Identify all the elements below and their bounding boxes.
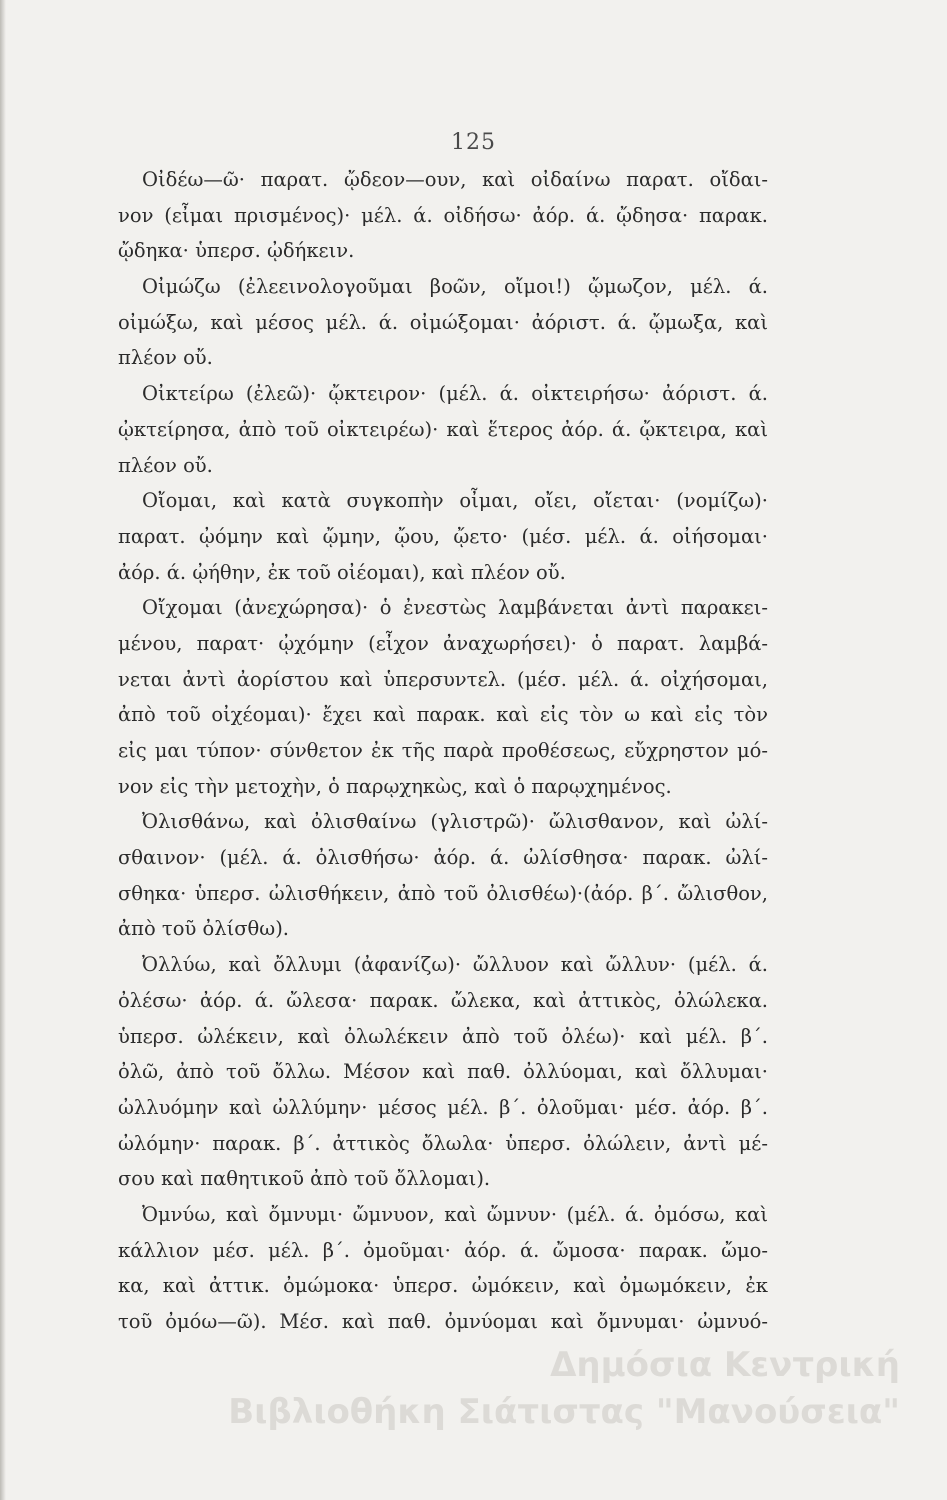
text-line: Οἴχομαι (ἀνεχώρησα)· ὁ ἐνεστὼς λαμβάνεται ἀντὶ παρακει- [142,596,768,620]
text-line: νεται ἀντὶ ἀορίστου καὶ ὑπερσυντελ. (μέσ. μέλ. ά. οἰχήσομαι, [118,667,768,691]
text-line: Οἴομαι, καὶ κατὰ συγκοπὴν οἶμαι, οἴει, οἴεται· (νομίζω)· [142,489,768,513]
text-line: ὑπερσ. ὠλέκειν, καὶ ὀλωλέκειν ἀπὸ τοῦ ὀλέω)· καὶ μέλ. β΄. [118,1024,768,1048]
text-line: ὠλλυόμην καὶ ὠλλύμην· μέσος μέλ. β΄. ὀλοῦμαι· μέσ. ἀόρ. β΄. [118,1095,768,1119]
text-line: Ὀμνύω, καὶ ὄμνυμι· ὤμνυον, καὶ ὤμνυν· (μέλ. ά. ὀμόσω, καὶ [142,1202,768,1226]
body-text [118,162,768,1340]
text-line: ἀπὸ τοῦ οἰχέομαι)· ἔχει καὶ παρακ. καὶ εἰς τὸν ω καὶ εἰς τὸν [118,703,768,727]
text-line: κάλλιον μέσ. μέλ. β΄. ὀμοῦμαι· ἀόρ. ά. ὤμοσα· παρακ. ὤμο- [118,1238,768,1262]
text-line: ἀπὸ τοῦ ὀλίσθω). [118,917,290,941]
text-line: νον εἰς τὴν μετοχὴν, ὁ παρῳχηκὼς, καὶ ὁ παρῳχημένος. [118,774,672,798]
text-line: πλέον οὔ. [118,346,213,370]
library-watermark-line-2: Βιβλιοθήκη Σιάτιστας "Μανούσεια" [228,1392,900,1432]
page-binding-edge [0,0,6,1500]
text-line: κα, καὶ ἀττικ. ὀμώμοκα· ὑπερσ. ὠμόκειν, καὶ ὀμωμόκειν, ἐκ [118,1274,768,1298]
text-line: ᾤδηκα· ὑπερσ. ᾠδήκειν. [118,239,355,263]
text-line: Ὀλισθάνω, καὶ ὀλισθαίνω (γλιστρῶ)· ὤλισθανον, καὶ ὠλί- [142,810,768,834]
text-line: σθαινον· (μέλ. ά. ὀλισθήσω· ἀόρ. ά. ὠλίσθησα· παρακ. ὠλί- [118,846,768,870]
text-line: Οἰδέω—ῶ· παρατ. ᾤδεον—ουν, καὶ οἰδαίνω παρατ. οἴδαι- [142,168,768,191]
text-line: πλέον οὔ. [118,453,213,477]
text-line: Οἰκτείρω (ἐλεῶ)· ᾤκτειρον· (μέλ. ά. οἰκτειρήσω· ἀόριστ. ά. [142,382,768,406]
page-number: 125 [451,130,496,155]
library-watermark-line-1: Δημόσια Κεντρική [550,1345,900,1385]
text-line: ᾠκτείρησα, ἀπὸ τοῦ οἰκτειρέω)· καὶ ἕτερος ἀόρ. ά. ᾤκτειρα, καὶ [118,417,768,441]
text-line: Ὀλλύω, καὶ ὄλλυμι (ἀφανίζω)· ὤλλυον καὶ ὤλλυν· (μέλ. ά. [142,953,768,977]
text-line: νον (εἶμαι πρισμένος)· μέλ. ά. οἰδήσω· ἀόρ. ά. ᾤδησα· παρακ. [118,203,768,227]
text-line: ἀόρ. ά. ᾠήθην, ἐκ τοῦ οἰέομαι), καὶ πλέον οὔ. [118,560,566,584]
text-line: οἰμώξω, καὶ μέσος μέλ. ά. οἰμώξομαι· ἀόριστ. ά. ᾤμωξα, καὶ [118,310,768,334]
text-line: σου καὶ παθητικοῦ ἀπὸ τοῦ ὄλλομαι). [118,1167,491,1191]
text-line: εἰς μαι τύπον· σύνθετον ἐκ τῆς παρὰ προθέσεως, εὔχρηστον μό- [118,739,768,762]
text-line: ὠλόμην· παρακ. β΄. ἀττικὸς ὄλωλα· ὑπερσ. ὀλώλειν, ἀντὶ μέ- [118,1131,768,1155]
text-line: παρατ. ᾠόμην καὶ ᾤμην, ᾤου, ᾤετο· (μέσ. μέλ. ά. οἰήσομαι· [118,524,768,548]
text-line: τοῦ ὀμόω—ῶ). Μέσ. καὶ παθ. ὀμνύομαι καὶ ὄμνυμαι· ὠμνυό- [118,1310,768,1333]
text-line: μένου, παρατ· ᾠχόμην (εἶχον ἀναχωρήσει)· ὁ παρατ. λαμβά- [118,631,768,655]
text-line: ὀλέσω· ἀόρ. ά. ὤλεσα· παρακ. ὤλεκα, καὶ ἀττικὸς, ὀλώλεκα. [118,988,768,1012]
text-line: σθηκα· ὑπερσ. ὠλισθήκειν, ἀπὸ τοῦ ὀλισθέω)·(ἀόρ. β΄. ὤλισθον, [118,881,768,905]
text-line: Οἰμώζω (ἐλεεινολογοῦμαι βοῶν, οἴμοι!) ᾤμωζον, μέλ. ά. [142,275,768,299]
text-line: ὀλῶ, ἀπὸ τοῦ ὄλλω. Μέσον καὶ παθ. ὀλλύομαι, καὶ ὄλλυμαι· [118,1060,768,1084]
